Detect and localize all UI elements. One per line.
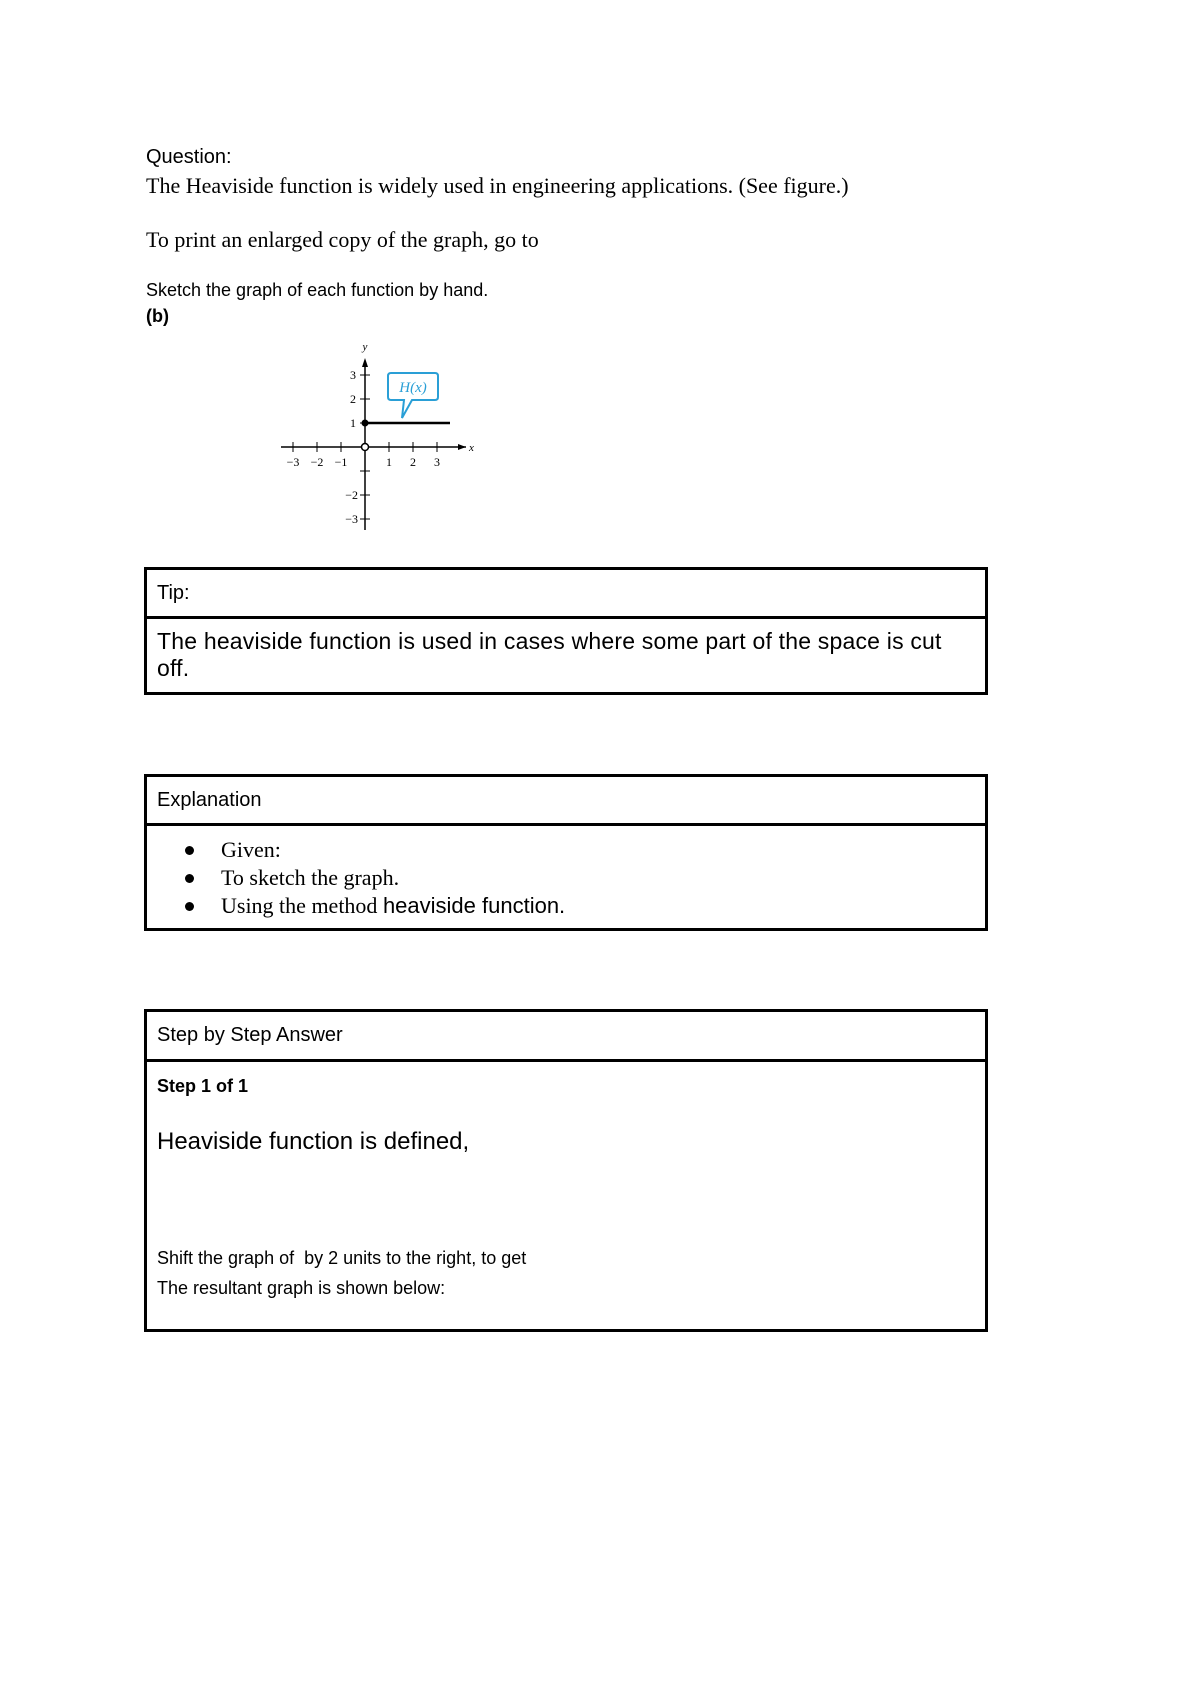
bullet-icon bbox=[185, 902, 194, 911]
x-tick-label: 3 bbox=[434, 455, 440, 469]
result-text: The resultant graph is shown below: bbox=[157, 1278, 446, 1298]
tip-title: Tip: bbox=[147, 570, 985, 619]
y-tick-label: 2 bbox=[350, 392, 356, 406]
y-tick-label: −2 bbox=[345, 488, 358, 502]
part-label: (b) bbox=[146, 306, 169, 326]
list-item: Using the method heaviside function. bbox=[147, 892, 985, 920]
explanation-title: Explanation bbox=[147, 777, 985, 826]
function-label: H(x) bbox=[399, 380, 427, 396]
list-item: Given: bbox=[147, 836, 985, 864]
x-axis-label: x bbox=[469, 442, 474, 454]
step-label: Step 1 of 1 bbox=[157, 1076, 249, 1096]
tip-box bbox=[144, 567, 988, 695]
question-text: The Heaviside function is widely used in engineering applications. (See figure.) bbox=[146, 173, 849, 198]
list-item: To sketch the graph. bbox=[147, 864, 985, 892]
x-tick-label: 2 bbox=[410, 455, 416, 469]
print-instruction: To print an enlarged copy of the graph, go to bbox=[146, 227, 539, 252]
x-axis-arrow bbox=[458, 444, 466, 450]
answer-title: Step by Step Answer bbox=[147, 1012, 985, 1062]
x-tick-label: −3 bbox=[286, 455, 300, 469]
y-tick-label: −3 bbox=[345, 512, 358, 526]
tip-text: The heaviside function is used in cases where some part of the space is cut off. bbox=[157, 628, 942, 681]
y-tick-label: 3 bbox=[350, 368, 356, 382]
y-axis-label: y bbox=[362, 341, 368, 353]
y-tick-label: 1 bbox=[350, 416, 356, 430]
x-tick-label: −2 bbox=[310, 455, 324, 469]
open-point bbox=[362, 444, 369, 451]
bullet-icon bbox=[185, 874, 194, 883]
question-label: Question: bbox=[146, 146, 232, 168]
definition-text: Heaviside function is defined, bbox=[157, 1128, 470, 1155]
explanation-box bbox=[144, 774, 988, 931]
shift-instruction: Shift the graph of by 2 units to the right, to get bbox=[157, 1248, 527, 1268]
closed-point bbox=[362, 420, 369, 427]
x-tick-label: 1 bbox=[386, 455, 392, 469]
heaviside-graph bbox=[278, 335, 478, 535]
explanation-list bbox=[147, 826, 985, 920]
sketch-instruction: Sketch the graph of each function by hand. bbox=[146, 280, 489, 300]
answer-box bbox=[144, 1009, 988, 1332]
bullet-icon bbox=[185, 846, 194, 855]
x-tick-label: −1 bbox=[334, 455, 348, 469]
y-axis-arrow bbox=[362, 358, 368, 367]
